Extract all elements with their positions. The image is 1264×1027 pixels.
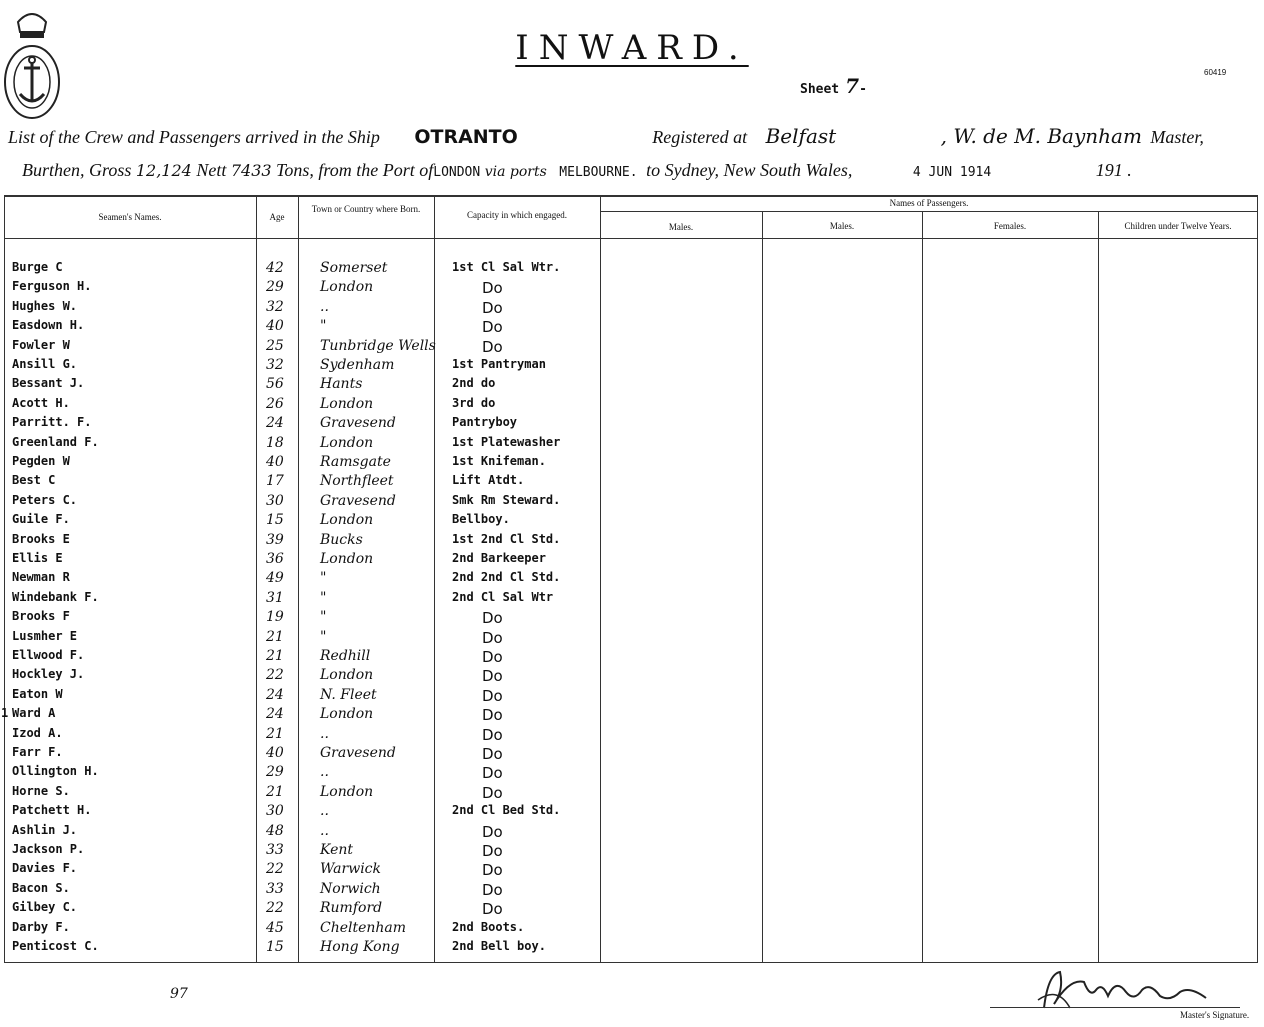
crew-age: 32 bbox=[266, 298, 284, 315]
crew-name: Bacon S. bbox=[12, 880, 70, 895]
crew-row bbox=[0, 609, 600, 627]
sheet-number: Sheet 7- bbox=[800, 74, 867, 98]
signature-label: Master's Signature. bbox=[1180, 1010, 1250, 1020]
crew-capacity: 2nd do bbox=[452, 376, 496, 391]
crew-capacity: Bellboy. bbox=[452, 512, 510, 527]
crew-row bbox=[0, 454, 600, 472]
crew-birthplace: .. bbox=[320, 298, 329, 315]
crew-name: Patchett H. bbox=[12, 803, 92, 818]
col-rule-passengers bbox=[600, 195, 601, 963]
crew-age: 42 bbox=[266, 260, 284, 276]
date-stamp: 4 JUN 1914 bbox=[912, 165, 992, 180]
crew-capacity: 1st Cl Sal Wtr. bbox=[452, 260, 561, 274]
nett-tons: 7433 bbox=[230, 161, 272, 180]
crew-row bbox=[0, 881, 600, 899]
col-header-town: Town or Country where Born. bbox=[311, 204, 421, 214]
crew-capacity: Do bbox=[482, 822, 503, 841]
crew-name: Burge C bbox=[12, 260, 63, 274]
crew-birthplace: .. bbox=[320, 803, 329, 820]
crew-capacity: Do bbox=[482, 337, 503, 356]
crew-age: 22 bbox=[266, 900, 284, 917]
document-title: INWARD. bbox=[515, 28, 749, 68]
crew-row bbox=[0, 861, 600, 879]
crew-birthplace: London bbox=[320, 783, 374, 800]
crew-birthplace: " bbox=[320, 318, 327, 335]
crew-capacity: 1st Platewasher bbox=[452, 434, 561, 449]
crew-age: 19 bbox=[266, 609, 284, 626]
crew-birthplace: Redhill bbox=[320, 648, 371, 664]
crew-capacity: 2nd Barkeeper bbox=[452, 551, 546, 565]
crew-row bbox=[0, 687, 600, 705]
crew-age: 33 bbox=[266, 880, 284, 897]
col-header-capacity: Capacity in which engaged. bbox=[467, 210, 567, 220]
crew-row bbox=[0, 318, 600, 336]
crew-name: Hughes W. bbox=[12, 298, 78, 313]
crew-capacity: 2nd 2nd Cl Std. bbox=[452, 570, 561, 585]
col-header-seamen: Seamen's Names. bbox=[98, 212, 162, 222]
crew-birthplace: .. bbox=[320, 822, 329, 839]
crew-capacity: Do bbox=[482, 279, 503, 298]
crew-row bbox=[0, 396, 600, 414]
crew-birthplace: Warwick bbox=[320, 861, 381, 878]
crew-name: Farr F. bbox=[12, 745, 63, 759]
crew-birthplace: London bbox=[320, 667, 374, 684]
crew-row bbox=[0, 648, 600, 666]
crew-age: 48 bbox=[266, 822, 284, 839]
col-rule-females bbox=[922, 211, 923, 963]
crew-age: 30 bbox=[266, 803, 284, 820]
crew-birthplace: " bbox=[320, 589, 327, 606]
crew-age: 21 bbox=[266, 783, 284, 800]
crew-name: Newman R bbox=[12, 570, 70, 585]
crew-birthplace: .. bbox=[320, 764, 329, 781]
crew-row bbox=[0, 299, 600, 317]
crew-capacity: Do bbox=[482, 745, 503, 763]
crew-birthplace: London bbox=[320, 434, 374, 451]
crew-name: Darby F. bbox=[12, 919, 70, 934]
crew-birthplace: N. Fleet bbox=[320, 686, 377, 703]
crew-age: 29 bbox=[266, 764, 284, 781]
crew-name: Windebank F. bbox=[12, 589, 99, 604]
crew-name: Ellis E bbox=[12, 551, 63, 565]
crew-birthplace: Hong Kong bbox=[320, 939, 400, 955]
crew-row bbox=[0, 939, 600, 957]
crew-row bbox=[0, 512, 600, 530]
crew-birthplace: Tunbridge Wells bbox=[320, 337, 436, 354]
crew-age: 31 bbox=[266, 589, 284, 606]
crew-name: Lusmher E bbox=[12, 628, 78, 643]
col-header-males-2: Males. bbox=[829, 221, 855, 231]
crew-capacity: Do bbox=[482, 764, 503, 783]
crew-name: Ellwood F. bbox=[12, 648, 85, 662]
crew-capacity: Do bbox=[482, 686, 503, 705]
gross-tons: 12,124 bbox=[135, 161, 192, 180]
margin-mark: 1 bbox=[1, 706, 9, 720]
crew-age: 21 bbox=[266, 648, 284, 664]
crew-row bbox=[0, 803, 600, 821]
crew-name: Bessant J. bbox=[12, 376, 85, 391]
crew-age: 21 bbox=[266, 725, 284, 742]
master-name: , W. de M. Baynham bbox=[940, 124, 1142, 148]
crew-age: 56 bbox=[266, 376, 284, 393]
ship-header-line: List of the Crew and Passengers arrived in the Ship OTRANTO Registered at Belfast , W. de M. Baynham Master, bbox=[8, 124, 1204, 148]
crew-name: Izod A. bbox=[12, 725, 63, 740]
crew-birthplace: Somerset bbox=[320, 260, 388, 276]
crew-birthplace: Sydenham bbox=[320, 357, 395, 373]
crew-row bbox=[0, 900, 600, 918]
col-rule-males2 bbox=[762, 211, 763, 963]
crew-row bbox=[0, 784, 600, 802]
crew-age: 49 bbox=[266, 570, 284, 587]
crew-age: 17 bbox=[266, 473, 284, 490]
crew-age: 30 bbox=[266, 492, 284, 509]
crew-row bbox=[0, 376, 600, 394]
crew-row bbox=[0, 493, 600, 511]
crew-birthplace: Norwich bbox=[320, 880, 381, 897]
crew-capacity: Do bbox=[482, 609, 503, 628]
col-rule-right bbox=[1257, 195, 1258, 963]
crew-capacity: 1st Pantryman bbox=[452, 357, 546, 371]
crew-capacity: 2nd Boots. bbox=[452, 919, 525, 934]
burthen-line: Burthen, Gross 12,124 Nett 7433 Tons, from the Port ofLONDON via ports MELBOURNE. to Sydney, New South Wales, 4 JUN 1914 191 . bbox=[22, 160, 1132, 180]
crew-name: Penticost C. bbox=[12, 939, 99, 953]
crew-birthplace: Rumford bbox=[320, 900, 383, 917]
crew-capacity: 2nd Cl Bed Std. bbox=[452, 803, 561, 818]
crew-row bbox=[0, 357, 600, 375]
col-header-children: Children under Twelve Years. bbox=[1124, 221, 1232, 231]
year-field: 191 . bbox=[1095, 160, 1132, 180]
crew-name: Parritt. F. bbox=[12, 415, 92, 430]
crew-capacity: Do bbox=[482, 725, 503, 744]
crew-age: 40 bbox=[266, 318, 284, 335]
crew-row bbox=[0, 745, 600, 763]
crew-name: Fowler W bbox=[12, 337, 70, 352]
crew-birthplace: Gravesend bbox=[320, 415, 396, 432]
passenger-sub-rule bbox=[600, 211, 1258, 212]
crew-age: 15 bbox=[266, 512, 284, 529]
crew-name: Guile F. bbox=[12, 512, 70, 527]
crew-capacity: Pantryboy bbox=[452, 415, 518, 430]
crew-capacity: 3rd do bbox=[452, 395, 496, 410]
crew-birthplace: London bbox=[320, 551, 374, 567]
crew-age: 24 bbox=[266, 686, 284, 703]
crew-capacity: Do bbox=[482, 318, 503, 337]
crew-row bbox=[0, 435, 600, 453]
crew-name: Ollington H. bbox=[12, 764, 99, 779]
crew-age: 39 bbox=[266, 531, 284, 548]
crew-age: 40 bbox=[266, 454, 284, 470]
crew-age: 33 bbox=[266, 842, 284, 858]
crew-name: Ferguson H. bbox=[12, 279, 92, 294]
crew-row bbox=[0, 415, 600, 433]
crew-birthplace: Gravesend bbox=[320, 492, 396, 509]
crew-capacity: Do bbox=[482, 861, 503, 880]
via-port: MELBOURNE. bbox=[559, 165, 638, 180]
crew-age: 25 bbox=[266, 337, 284, 354]
crew-age: 24 bbox=[266, 706, 284, 723]
crew-row bbox=[0, 726, 600, 744]
master-signature-image bbox=[1030, 968, 1220, 1012]
crew-name: Peters C. bbox=[12, 492, 78, 507]
crew-name: Davies F. bbox=[12, 861, 78, 876]
crew-age: 22 bbox=[266, 861, 284, 878]
crew-birthplace: " bbox=[320, 628, 327, 645]
crew-row bbox=[0, 570, 600, 588]
col-header-females: Females. bbox=[993, 221, 1027, 231]
crew-capacity: 1st Knifeman. bbox=[452, 454, 546, 468]
form-number: 60419 bbox=[1204, 68, 1227, 77]
crew-name: Ansill G. bbox=[12, 357, 78, 371]
crew-name: Ward A bbox=[12, 706, 56, 721]
crew-age: 45 bbox=[266, 919, 284, 936]
crew-name: Ashlin J. bbox=[12, 822, 78, 837]
crew-name: Gilbey C. bbox=[12, 900, 78, 915]
crew-birthplace: Bucks bbox=[320, 531, 363, 548]
crew-row bbox=[0, 473, 600, 491]
col-header-males-1: Males. bbox=[668, 222, 694, 232]
signature-rule bbox=[990, 1007, 1240, 1008]
crew-age: 18 bbox=[266, 434, 284, 451]
crew-birthplace: .. bbox=[320, 725, 329, 742]
crew-age: 15 bbox=[266, 939, 284, 955]
crew-birthplace: Gravesend bbox=[320, 745, 396, 761]
crew-capacity: Lift Atdt. bbox=[452, 473, 525, 488]
crew-birthplace: " bbox=[320, 570, 327, 587]
registered-port: Belfast bbox=[765, 124, 837, 148]
crew-capacity: Smk Rm Steward. bbox=[452, 492, 561, 507]
crew-name: Best C bbox=[12, 473, 56, 488]
crew-name: Eaton W bbox=[12, 686, 63, 701]
crew-name: Acott H. bbox=[12, 395, 70, 410]
col-header-passengers: Names of Passengers. bbox=[889, 198, 969, 208]
col-rule-children bbox=[1098, 211, 1099, 963]
crew-row bbox=[0, 764, 600, 782]
table-top-rule bbox=[4, 195, 1258, 197]
crew-birthplace: Hants bbox=[320, 376, 363, 393]
crew-age: 29 bbox=[266, 279, 284, 296]
crew-age: 40 bbox=[266, 745, 284, 761]
crew-name: Pegden W bbox=[12, 454, 70, 468]
crew-row bbox=[0, 842, 600, 860]
crew-row bbox=[0, 260, 600, 278]
crew-row bbox=[0, 338, 600, 356]
crew-name: Easdown H. bbox=[12, 318, 85, 333]
crew-capacity: Do bbox=[482, 628, 503, 647]
crew-birthplace: London bbox=[320, 706, 374, 723]
crew-capacity: 2nd Cl Sal Wtr bbox=[452, 589, 554, 604]
ship-name: OTRANTO bbox=[414, 126, 518, 148]
crew-birthplace: London bbox=[320, 512, 374, 529]
crew-row bbox=[0, 920, 600, 938]
crew-capacity: Do bbox=[482, 706, 503, 725]
crew-birthplace: Northfleet bbox=[320, 473, 394, 490]
crew-birthplace: Cheltenham bbox=[320, 919, 407, 936]
crew-name: Brooks E bbox=[12, 531, 70, 546]
crew-row bbox=[0, 279, 600, 297]
crew-age: 26 bbox=[266, 395, 284, 412]
crew-age: 36 bbox=[266, 551, 284, 567]
crew-birthplace: London bbox=[320, 279, 374, 296]
crew-birthplace: Kent bbox=[320, 842, 354, 858]
crew-capacity: Do bbox=[482, 783, 503, 802]
crew-row bbox=[0, 823, 600, 841]
crew-name: Greenland F. bbox=[12, 434, 99, 449]
crew-age: 32 bbox=[266, 357, 284, 373]
from-port: LONDON bbox=[433, 165, 481, 180]
crew-row bbox=[0, 590, 600, 608]
crew-age: 22 bbox=[266, 667, 284, 684]
crew-capacity: 1st 2nd Cl Std. bbox=[452, 531, 561, 546]
crew-capacity: Do bbox=[482, 667, 503, 686]
crew-row bbox=[0, 629, 600, 647]
header-bottom-rule bbox=[4, 238, 1258, 239]
crew-capacity: Do bbox=[482, 880, 503, 899]
crew-row bbox=[0, 551, 600, 569]
crew-row bbox=[0, 667, 600, 685]
crew-capacity: Do bbox=[482, 842, 503, 860]
crew-row bbox=[0, 706, 600, 724]
crew-capacity: Do bbox=[482, 648, 503, 666]
crew-age: 21 bbox=[266, 628, 284, 645]
crew-name: Hockley J. bbox=[12, 667, 85, 682]
crew-birthplace: Ramsgate bbox=[320, 454, 391, 470]
col-header-age: Age bbox=[269, 212, 285, 222]
crew-name: Horne S. bbox=[12, 783, 70, 798]
crew-name: Brooks F bbox=[12, 609, 70, 624]
crew-name: Jackson P. bbox=[12, 842, 85, 856]
table-bottom-rule bbox=[4, 962, 1258, 963]
crew-row bbox=[0, 532, 600, 550]
crew-capacity: Do bbox=[482, 298, 503, 317]
crew-birthplace: " bbox=[320, 609, 327, 626]
bottom-pencil-mark: 97 bbox=[170, 986, 188, 1002]
crew-age: 24 bbox=[266, 415, 284, 432]
crew-capacity: 2nd Bell boy. bbox=[452, 939, 546, 953]
crew-capacity: Do bbox=[482, 900, 503, 919]
crew-birthplace: London bbox=[320, 395, 374, 412]
